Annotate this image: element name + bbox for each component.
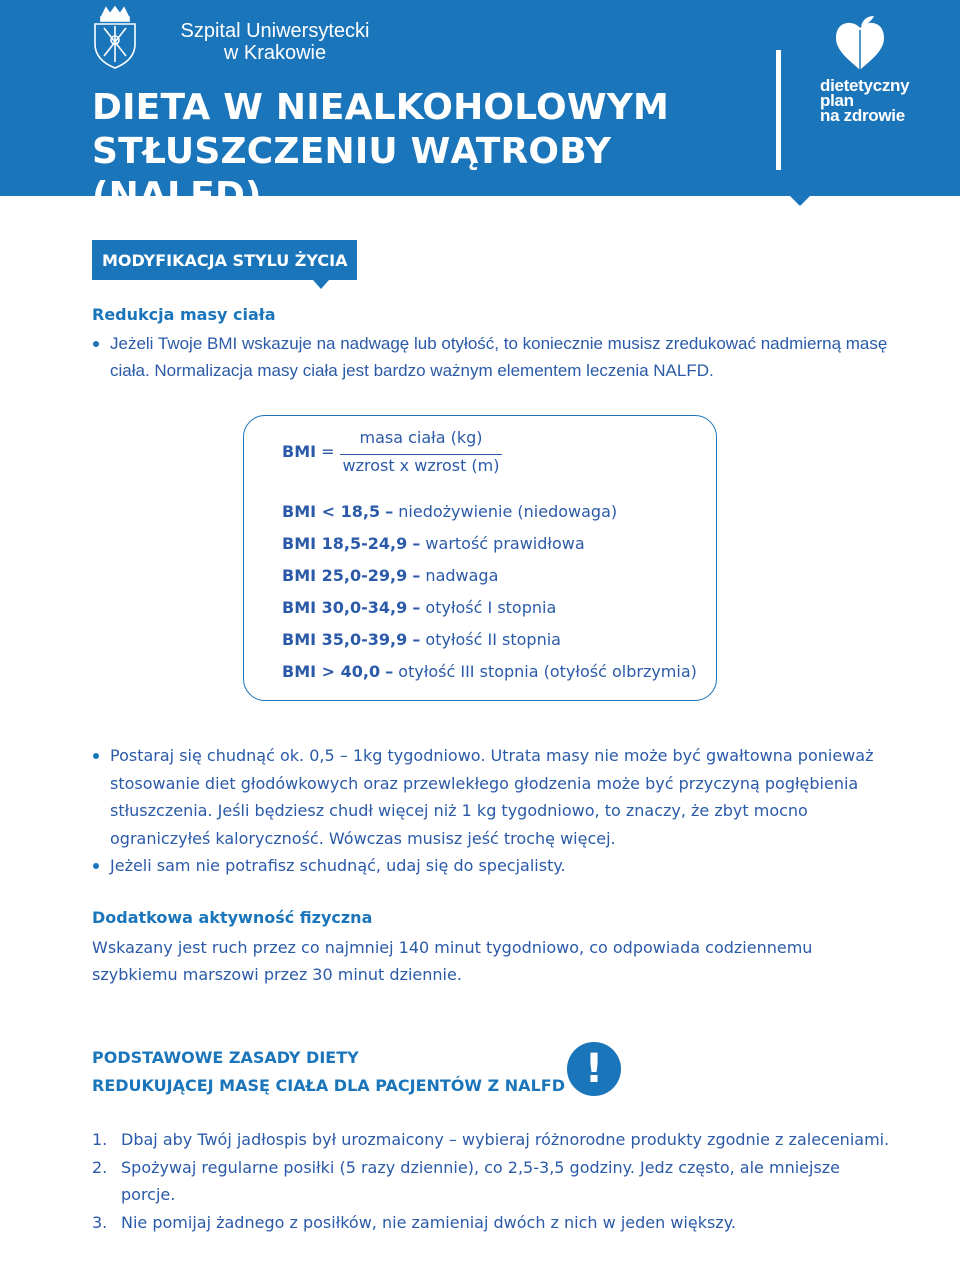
bmi-row [282, 630, 561, 649]
header-notch [788, 194, 812, 206]
activity-heading: Dodatkowa aktywność fizyczna [92, 908, 373, 927]
bmi-desc: otyłość I stopnia [425, 598, 557, 617]
bmi-desc: nadwaga [425, 566, 499, 585]
bmi-row [282, 662, 697, 681]
principles-title-line2: REDUKUJĄCEJ MASĘ CIAŁA DLA PACJENTÓW Z NALFD [92, 1076, 565, 1095]
hospital-name [160, 20, 390, 64]
equals-sign: = [321, 442, 335, 461]
item-number: 1. [92, 1130, 108, 1149]
item-number: 3. [92, 1212, 108, 1232]
list-item [92, 1126, 892, 1154]
bmi-range: BMI 35,0-39,9 [282, 630, 408, 649]
fraction-line [340, 454, 502, 455]
bmi-info-box [243, 415, 717, 701]
dash: – [385, 502, 394, 521]
list-item: Jeżeli sam nie potrafisz schudnąć, udaj się do specjalisty. [92, 852, 902, 880]
bmi-desc: niedożywienie (niedowaga) [398, 502, 618, 521]
bmi-desc: wartość prawidłowa [425, 534, 585, 553]
bmi-row [282, 502, 617, 521]
bmi-range: BMI 18,5-24,9 [282, 534, 408, 553]
header-banner [0, 0, 960, 216]
weight-loss-bullet-list [92, 742, 902, 880]
page-title-line1: DIETA W NIEALKOHOLOWYM [92, 87, 670, 128]
hospital-crest-logo [90, 6, 140, 70]
bmi-desc: otyłość II stopnia [425, 630, 561, 649]
dash: – [412, 534, 421, 553]
bmi-range: BMI > 40,0 [282, 662, 381, 681]
principles-list [92, 1126, 892, 1236]
exclamation-icon: ! [567, 1042, 621, 1096]
bmi-range: BMI 25,0-29,9 [282, 566, 408, 585]
page-title-line2: STŁUSZCZENIU WĄTROBY (NALFD) [92, 131, 612, 216]
brand-line1: dietetyczny [820, 76, 910, 95]
hospital-name-line2: w Krakowie [223, 42, 327, 64]
brand-logo-text [820, 78, 940, 123]
dash: – [385, 662, 394, 681]
principles-title [92, 1044, 565, 1100]
item-number: 2. [92, 1157, 108, 1177]
brand-line3: na zdrowie [820, 106, 905, 125]
section-badge: MODYFIKACJA STYLU ŻYCIA [92, 240, 357, 280]
list-item: Postaraj się chudnąć ok. 0,5 – 1kg tygodniowo. Utrata masy nie może być gwałtowna ponieważ stosowanie diet głodówkowych oraz przewlekłego głodzenia może być przyczyną pogłębienia stłuszczenia. Jeśli będziesz chudł więcej niż 1 kg tygodniowo, to znaczy, że zbyt mocno ograniczyłeś kaloryczność. Wówczas musisz jeść trochę więcej. [92, 742, 902, 852]
section-badge-notch [313, 280, 329, 289]
page-title [92, 86, 772, 218]
weight-heading: Redukcja masy ciała [92, 305, 276, 324]
bmi-row [282, 534, 585, 553]
bmi-label: BMI [282, 442, 317, 461]
principles-title-line1: PODSTAWOWE ZASADY DIETY [92, 1048, 359, 1067]
list-item [92, 1154, 892, 1209]
list-item [92, 1209, 892, 1237]
heart-apple-icon [832, 14, 888, 72]
dash: – [412, 598, 421, 617]
formula-numerator: masa ciała (kg) [359, 428, 483, 447]
item-text: Dbaj aby Twój jadłospis był urozmaicony – wybieraj różnorodne produkty zgodnie z zaleceniami. [121, 1130, 890, 1149]
bmi-desc: otyłość III stopnia (otyłość olbrzymia) [398, 662, 697, 681]
hospital-name-line1: Szpital Uniwersytecki [180, 20, 370, 42]
bmi-formula-label [282, 442, 335, 461]
bmi-range: BMI 30,0-34,9 [282, 598, 408, 617]
item-text: Nie pomijaj żadnego z posiłków, nie zamieniaj dwóch z nich w jeden większy. [121, 1212, 736, 1232]
bmi-row [282, 598, 556, 617]
activity-text: Wskazany jest ruch przez co najmniej 140 minut tygodniowo, co odpowiada codziennemu szybkiemu marszowi przez 30 minut dziennie. [92, 938, 813, 984]
weight-bullet-list [92, 330, 892, 384]
item-text: Spożywaj regularne posiłki (5 razy dziennie), co 2,5-3,5 godziny. Jedz często, ale mniejsze porcje. [121, 1157, 841, 1204]
dash: – [412, 630, 421, 649]
brand-line2: plan [820, 91, 854, 110]
list-item: Jeżeli Twoje BMI wskazuje na nadwagę lub otyłość, to koniecznie musisz zredukować nadmierną masę ciała. Normalizacja masy ciała jest bardzo ważnym elementem leczenia NALFD. [92, 330, 892, 384]
bmi-row [282, 566, 498, 585]
formula-denominator: wzrost x wzrost (m) [342, 456, 500, 475]
bmi-range: BMI < 18,5 [282, 502, 381, 521]
dash: – [412, 566, 421, 585]
header-divider [776, 50, 781, 170]
